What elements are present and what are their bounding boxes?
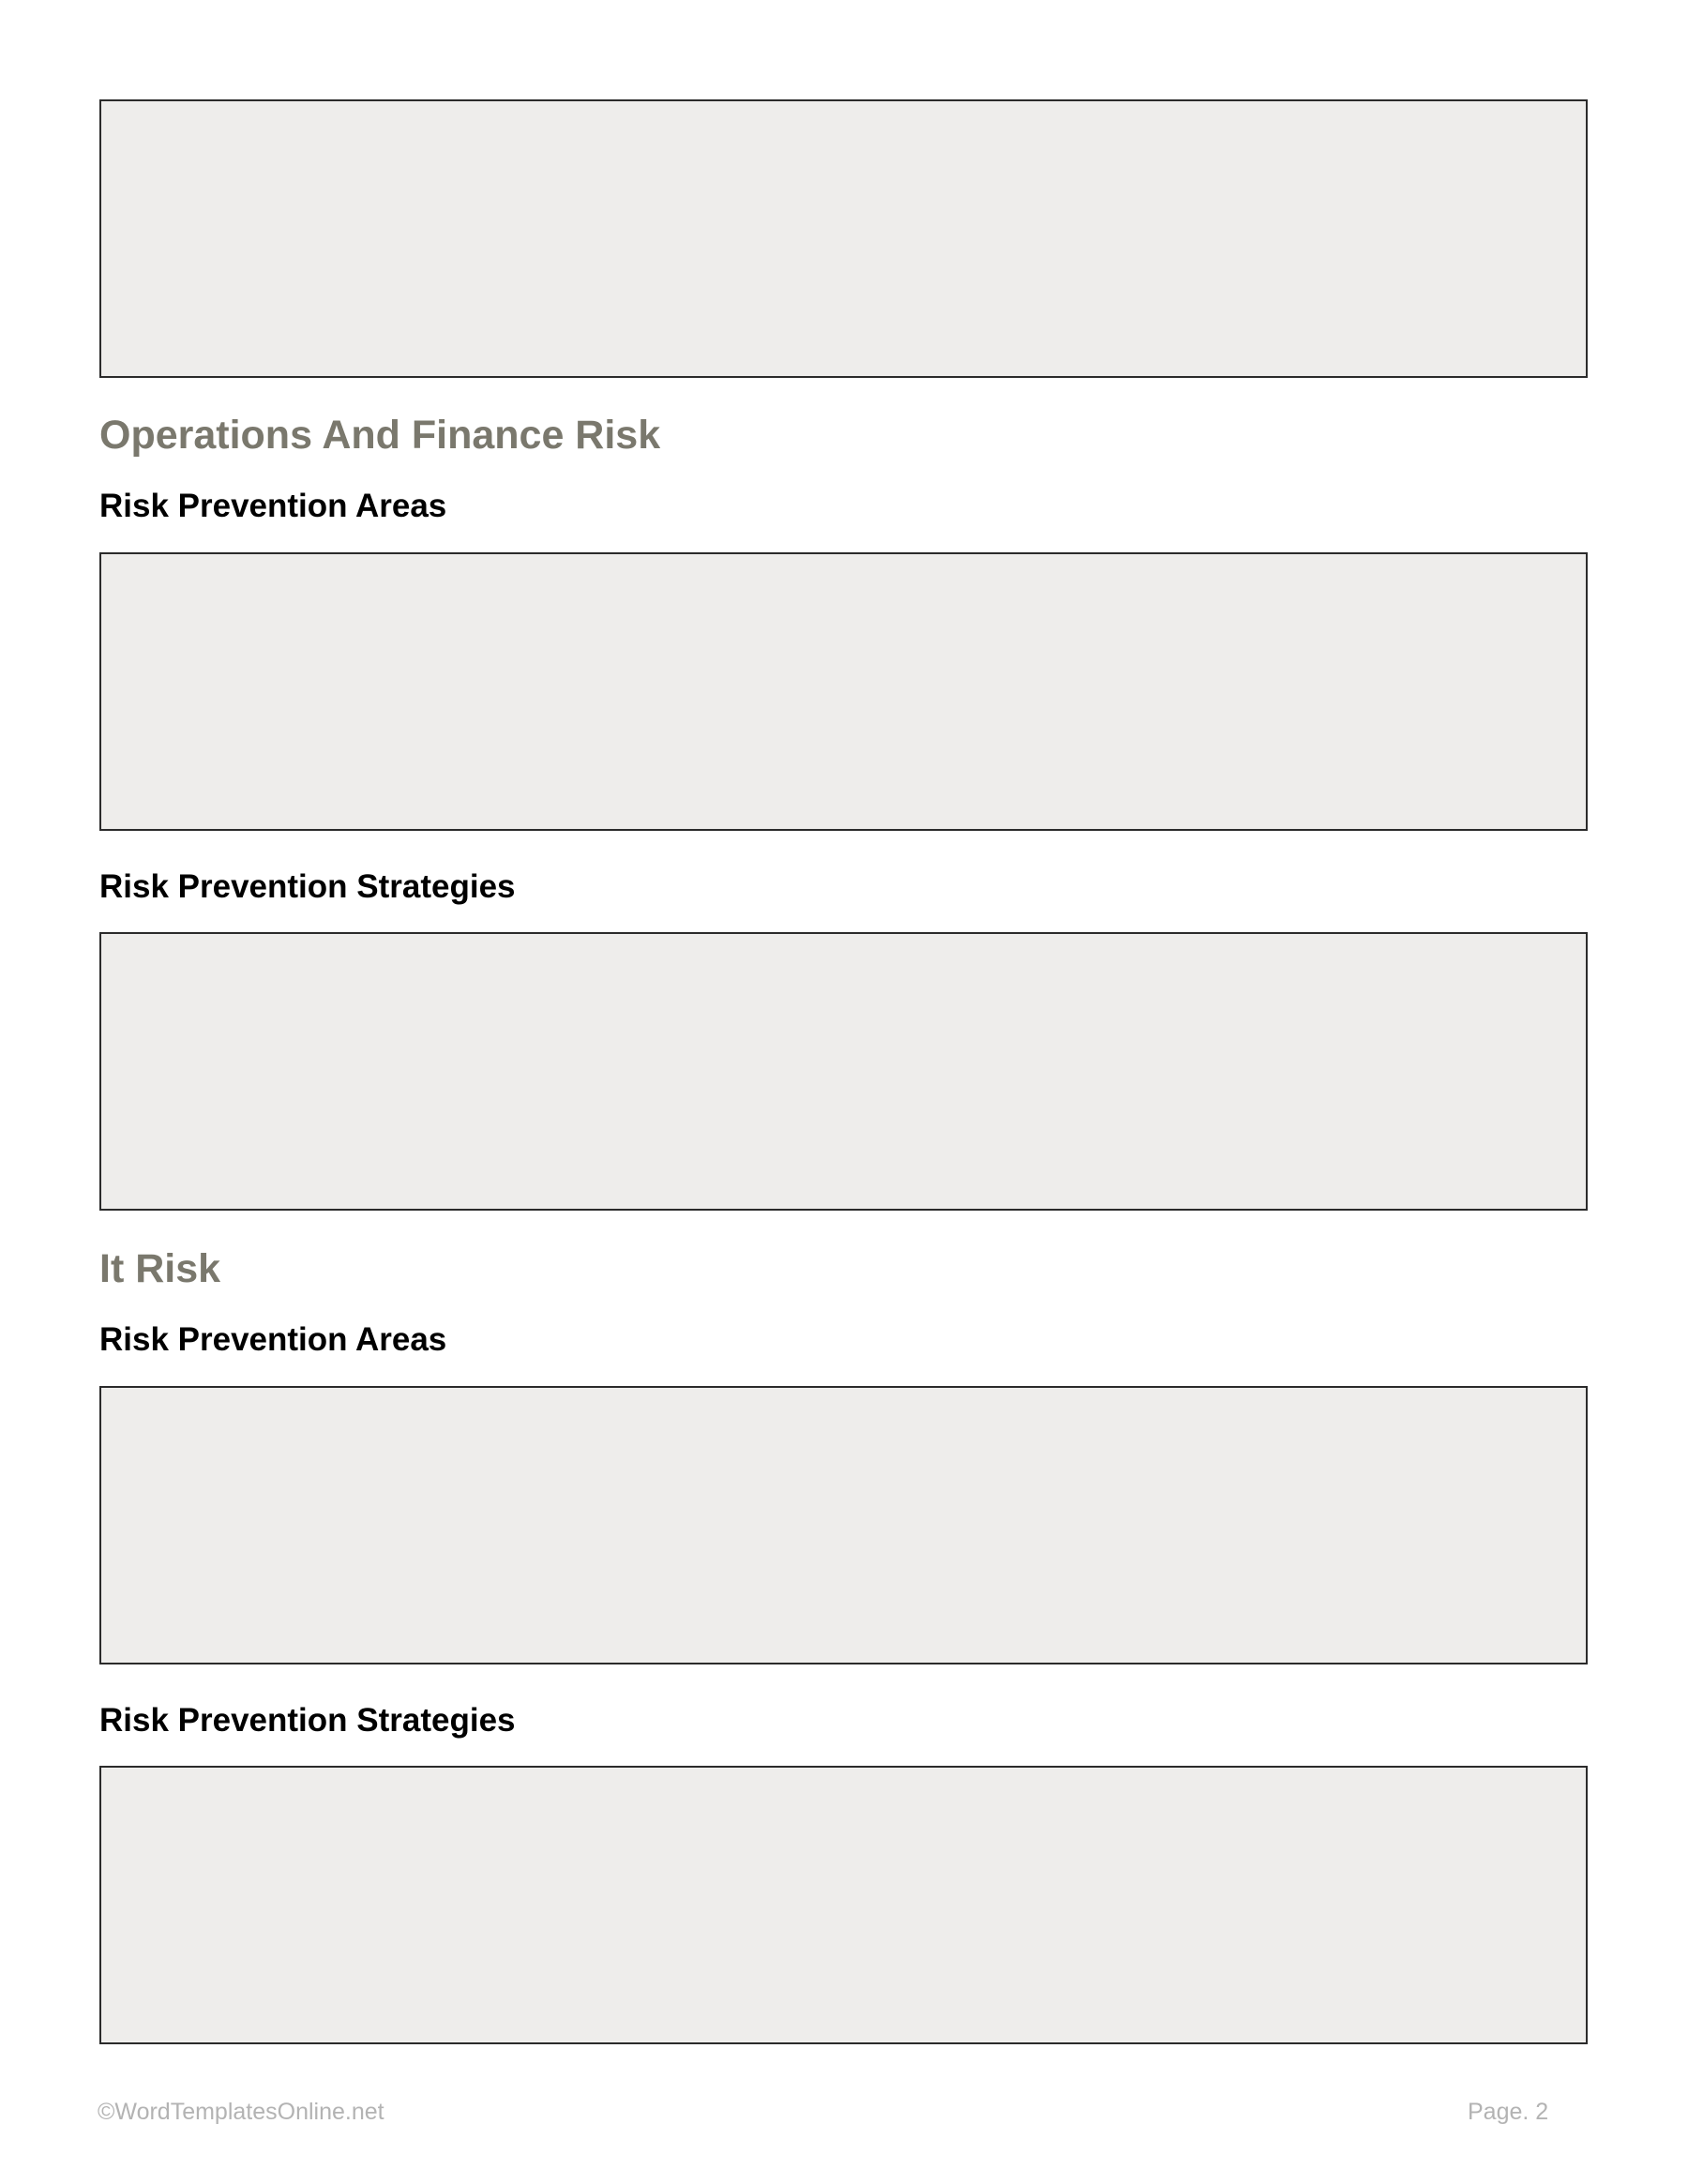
subheading-risk-prevention-areas: Risk Prevention Areas [99,488,447,524]
section-heading-it-risk: It Risk [99,1246,221,1291]
text-box-ops-prevention-strategies[interactable] [99,932,1588,1211]
subheading-risk-prevention-strategies: Risk Prevention Strategies [99,1702,516,1739]
subheading-risk-prevention-strategies: Risk Prevention Strategies [99,868,516,905]
text-box-it-prevention-areas[interactable] [99,1386,1588,1664]
footer-copyright: ©WordTemplatesOnline.net [98,2099,384,2125]
text-box-it-prevention-strategies[interactable] [99,1766,1588,2044]
subheading-risk-prevention-areas: Risk Prevention Areas [99,1321,447,1358]
text-box-continued[interactable] [99,99,1588,378]
text-box-ops-prevention-areas[interactable] [99,552,1588,831]
footer-page-number: Page. 2 [1468,2099,1549,2125]
section-heading-operations-finance: Operations And Finance Risk [99,413,661,458]
